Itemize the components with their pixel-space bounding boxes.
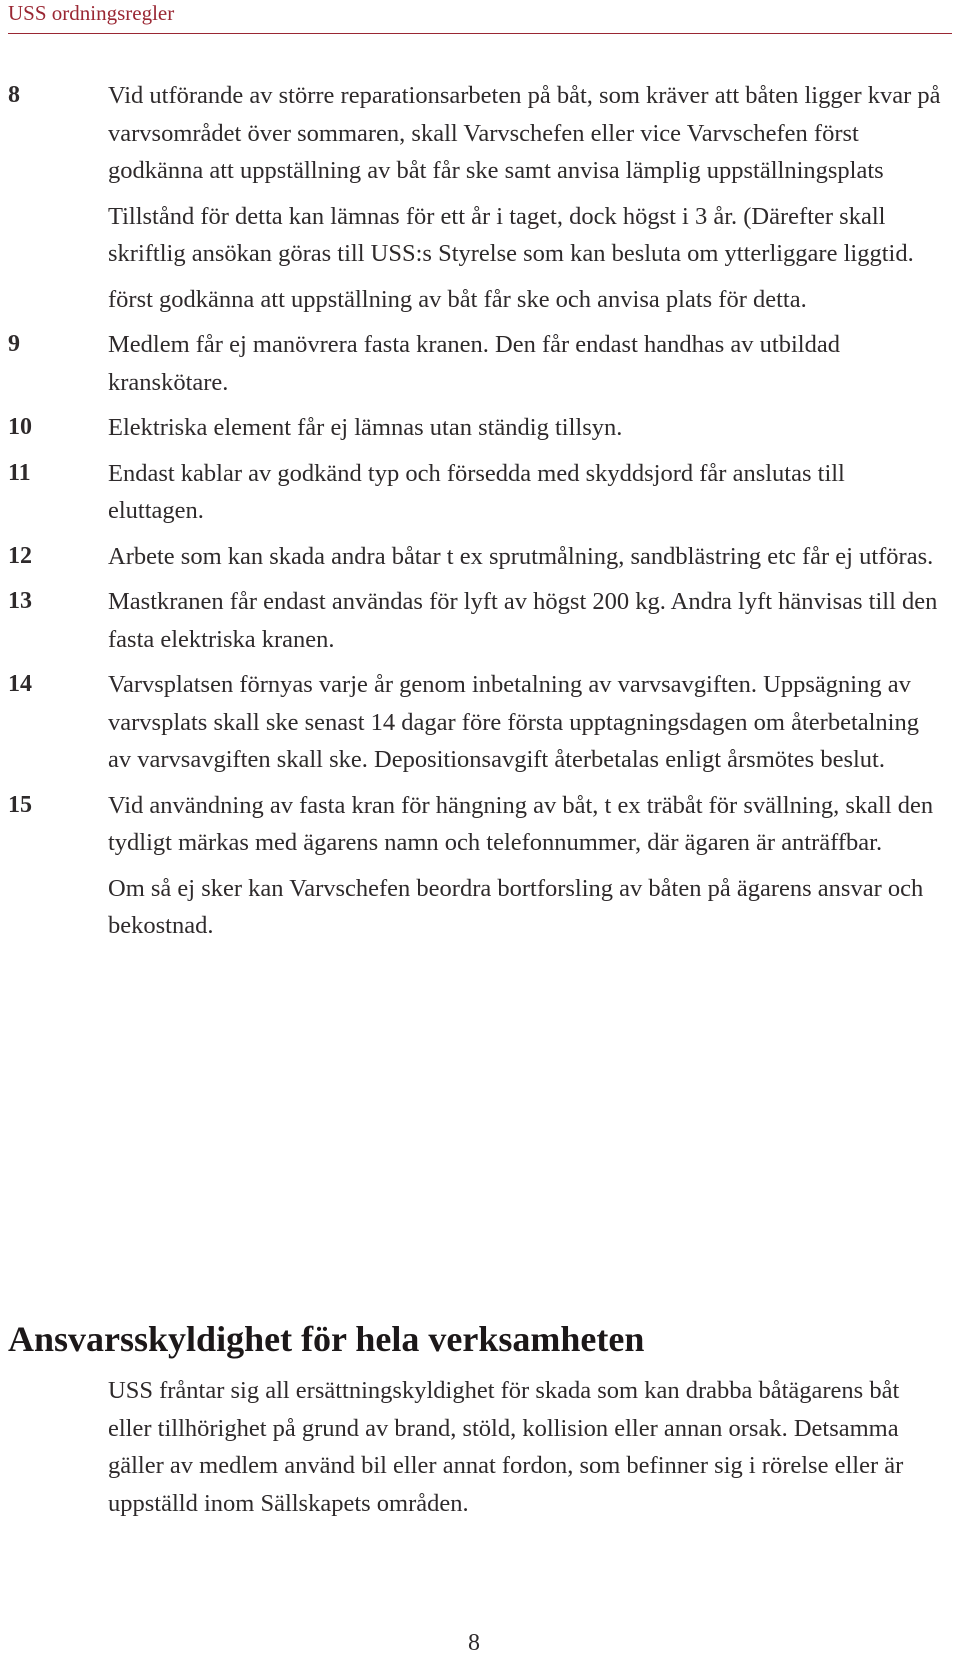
rule-number: 9 xyxy=(8,331,20,357)
rule-paragraph: först godkänna att uppställning av båt får ske och anvisa plats för detta. xyxy=(108,285,807,313)
rule-number: 14 xyxy=(8,671,32,697)
rule-body xyxy=(108,77,943,318)
rule-paragraph: Vid utförande av större reparationsarbeten på båt, som kräver att båten ligger kvar på varvsområdet över sommaren, skall Varvschefen eller vice Varvschefen först godkänna att uppställning av båt får ske samt anvisa lämplig uppställningsplats xyxy=(108,82,941,184)
rule-body xyxy=(108,666,943,779)
rule-paragraph: Endast kablar av godkänd typ och försedda med skyddsjord får anslutas till eluttagen. xyxy=(108,459,845,524)
rule-item xyxy=(8,787,952,945)
rule-body xyxy=(108,787,943,945)
rule-body xyxy=(108,583,943,658)
section-body: USS fråntar sig all ersättningskyldighet för skada som kan drabba båtägarens båt eller tillhörighet på grund av brand, stöld, kollision eller annan orsak. Detsamma gäller av medlem använd bil eller annat fordon, som befinner sig i rörelse eller är uppställd inom Sällskapets områden. xyxy=(108,1377,904,1517)
rule-body xyxy=(108,455,943,530)
rule-item xyxy=(8,455,952,530)
rule-item xyxy=(8,583,952,658)
rule-number: 10 xyxy=(8,414,32,440)
rule-number: 15 xyxy=(8,791,32,818)
rule-paragraph: Medlem får ej manövrera fasta kranen. Den får endast handhas av utbildad kranskötare. xyxy=(108,331,840,396)
rule-item xyxy=(8,326,952,401)
rule-number: 12 xyxy=(8,542,32,569)
rule-paragraph: Elektriska element får ej lämnas utan ständig tillsyn. xyxy=(108,414,623,441)
header-rule xyxy=(8,33,952,34)
rule-item xyxy=(8,77,952,318)
rule-paragraph: Mastkranen får endast användas för lyft av högst 200 kg. Andra lyft hänvisas till den fasta elektriska kranen. xyxy=(108,588,938,653)
rule-body xyxy=(108,409,943,447)
rule-body xyxy=(108,538,943,576)
section-heading: Ansvarsskyldighet för hela verksamheten xyxy=(8,1319,645,1359)
rule-number: 8 xyxy=(8,82,20,108)
rule-paragraph: Varvsplatsen förnyas varje år genom inbetalning av varvsavgiften. Uppsägning av varvsplats skall ske senast 14 dagar före första upptagningsdagen om återbetalning av varvsavgiften skall ske. Depositionsavgift återbetalas enligt årsmötes beslut. xyxy=(108,671,919,773)
rule-paragraph: Tillstånd för detta kan lämnas för ett år i taget, dock högst i 3 år. (Därefter skall skriftlig ansökan göras till USS:s Styrelse som kan besluta om ytterliggare liggtid. xyxy=(108,202,914,267)
rule-item xyxy=(8,666,952,779)
running-header: USS ordningsregler xyxy=(8,1,175,25)
rule-item xyxy=(8,538,952,576)
rule-paragraph: Om så ej sker kan Varvschefen beordra bortforsling av båten på ägarens ansvar och bekostnad. xyxy=(108,874,924,939)
rule-number: 11 xyxy=(8,459,31,486)
page-number: 8 xyxy=(468,1630,480,1656)
rule-body xyxy=(108,326,943,401)
rule-number: 13 xyxy=(8,588,32,614)
rule-paragraph: Vid användning av fasta kran för hängning av båt, t ex träbåt för svällning, skall den tydligt märkas med ägarens namn och telefonnummer, där ägaren är anträffbar. xyxy=(108,791,934,856)
rule-item xyxy=(8,409,952,447)
rule-paragraph: Arbete som kan skada andra båtar t ex sprutmålning, sandblästring etc får ej utföras. xyxy=(108,542,934,570)
rules-list xyxy=(8,77,952,953)
